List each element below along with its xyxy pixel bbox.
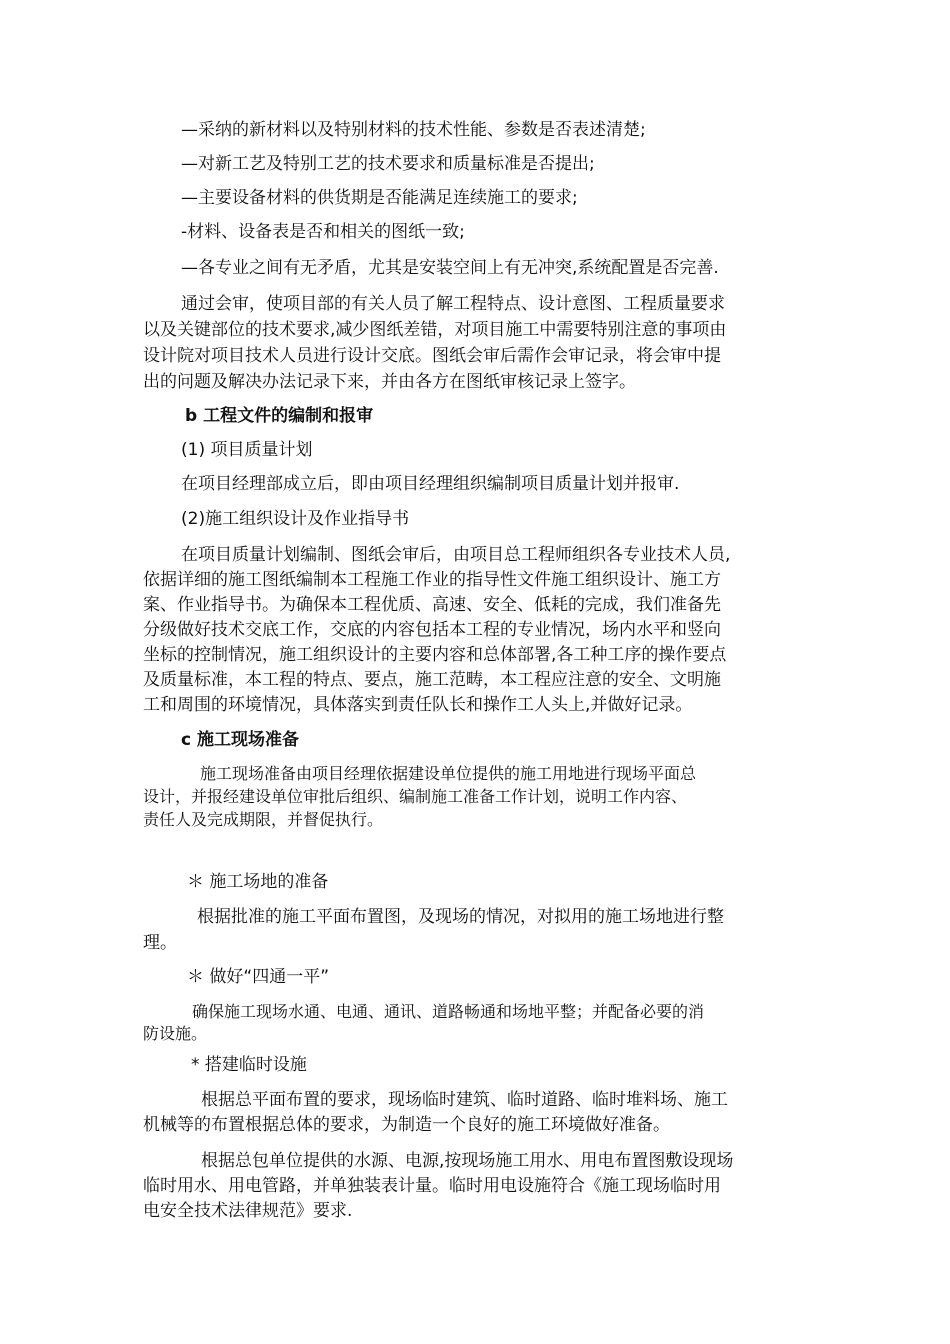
paragraph-line: 责任人及完成期限，并督促执行。: [143, 810, 384, 829]
paragraph-line: 以及关键部位的技术要求,减少图纸差错，对项目施工中需要特别注意的事项由: [143, 320, 727, 340]
text-line: —采纳的新材料以及特别材料的技术性能、参数是否表述清楚;: [181, 120, 646, 140]
text-line: -材料、设备表是否和相关的图纸一致;: [181, 222, 465, 242]
paragraph-line: 及质量标准，本工程的特点、要点，施工范畴，本工程应注意的安全、文明施: [143, 670, 721, 690]
text-line: —对新工艺及特别工艺的技术要求和质量标准是否提出;: [181, 154, 595, 174]
paragraph-line: 根据总包单位提供的水源、电源,按现场施工用水、用电布置图敷设现场: [201, 1151, 734, 1171]
paragraph-line: 案、作业指导书。为确保本工程优质、高速、安全、低耗的完成，我们准备先: [143, 595, 721, 615]
paragraph-line: 设计，并报经建设单位审批后组织、编制施工准备工作计划，说明工作内容、: [143, 787, 688, 806]
section-heading: b 工程文件的编制和报审: [185, 406, 374, 426]
paragraph-line: 在项目质量计划编制、图纸会审后，由项目总工程师组织各专业技术人员,: [181, 545, 731, 565]
paragraph-line: 出的问题及解决办法记录下来，并由各方在图纸审核记录上签字。: [143, 372, 636, 392]
paragraph-line: 机械等的布置根据总体的要求，为制造一个良好的施工环境做好准备。: [143, 1115, 670, 1135]
paragraph-line: 通过会审，使项目部的有关人员了解工程特点、设计意图、工程质量要求: [181, 294, 725, 314]
text-line: 在项目经理部成立后，即由项目经理组织编制项目质量计划并报审.: [181, 474, 680, 494]
bullet-heading: * 搭建临时设施: [191, 1055, 307, 1075]
paragraph-line: 理。: [143, 933, 177, 953]
paragraph-line: 施工现场准备由项目经理依据建设单位提供的施工用地进行现场平面总: [200, 764, 697, 783]
paragraph-line: 根据批准的施工平面布置图，及现场的情况，对拟用的施工场地进行整: [197, 907, 724, 927]
paragraph-line: 工和周围的环境情况，具体落实到责任队长和操作工人头上,并做好记录。: [143, 695, 693, 715]
paragraph-line: 临时用水、用电管路，并单独装表计量。临时用电设施符合《施工现场临时用: [143, 1176, 721, 1196]
paragraph-line: 分级做好技术交底工作，交底的内容包括本工程的专业情况，场内水平和竖向: [143, 620, 721, 640]
paragraph-line: 坐标的控制情况，施工组织设计的主要内容和总体部署,各工种工序的操作要点: [143, 645, 727, 665]
paragraph-line: 依据详细的施工图纸编制本工程施工作业的指导性文件施工组织设计、施工方: [143, 570, 721, 590]
bullet-heading: ＊ 施工场地的准备: [187, 872, 329, 892]
bullet-heading: ＊ 做好“四通一平”: [187, 967, 330, 987]
subheading: (2)施工组织设计及作业指导书: [181, 509, 410, 529]
text-line: —各专业之间有无矛盾，尤其是安装空间上有无冲突,系统配置是否完善.: [181, 258, 719, 278]
paragraph-line: 根据总平面布置的要求，现场临时建筑、临时道路、临时堆料场、施工: [201, 1090, 728, 1110]
paragraph-line: 设计院对项目技术人员进行设计交底。图纸会审后需作会审记录，将会审中提: [143, 346, 721, 366]
text-line: —主要设备材料的供货期是否能满足连续施工的要求;: [181, 188, 578, 208]
subheading: (1) 项目质量计划: [181, 440, 313, 460]
paragraph-line: 电安全技术法律规范》要求.: [143, 1201, 353, 1221]
paragraph-line: 防设施。: [143, 1024, 208, 1043]
paragraph-line: 确保施工现场水通、电通、通讯、道路畅通和场地平整；并配备必要的消: [192, 1002, 705, 1021]
section-heading: c 施工现场准备: [181, 730, 299, 750]
